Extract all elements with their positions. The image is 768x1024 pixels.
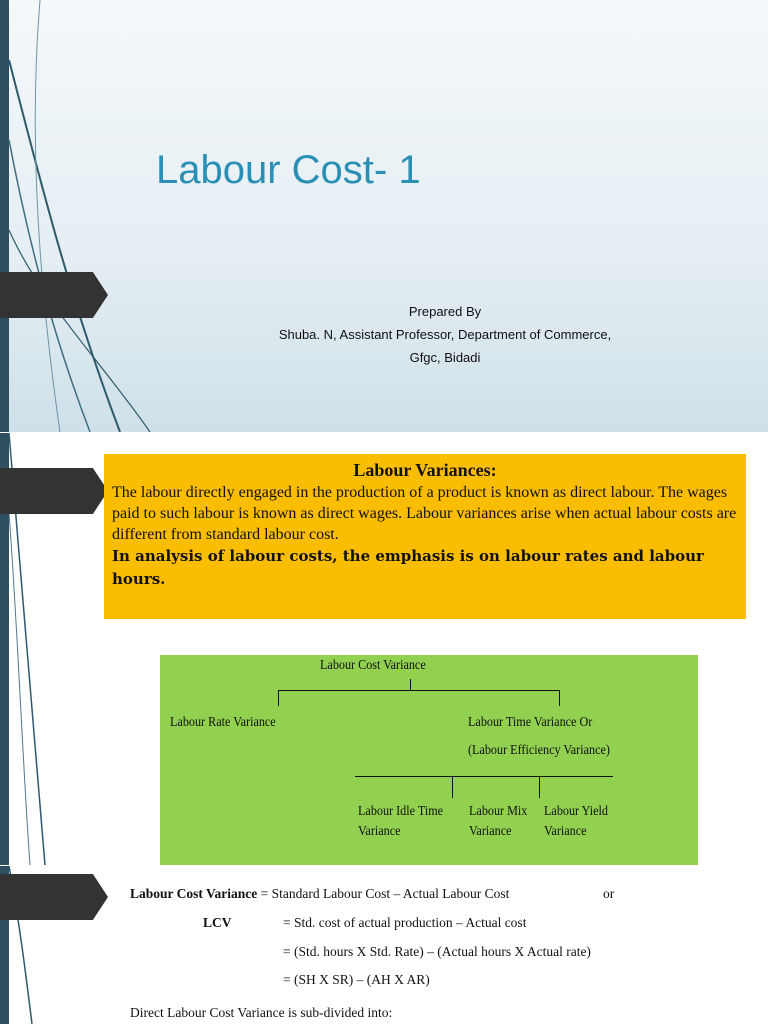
definition-heading: Labour Variances: (353, 460, 497, 480)
slide-title: Labour Cost- 1 (156, 148, 421, 192)
idle-time-node-line1: Labour Idle Time (358, 803, 444, 818)
rate-variance-node: Labour Rate Variance (170, 714, 276, 729)
formula-3: = (Std. hours X Std. Rate) – (Actual hours X Actual rate) (283, 944, 591, 959)
idle-time-node-line2: Variance (358, 823, 401, 838)
decorative-curves (0, 0, 160, 432)
arrow-shape (0, 468, 108, 514)
emphasis-end: . (160, 570, 166, 588)
definition-box (104, 454, 746, 619)
connector-line (355, 776, 613, 777)
labour-variances-slide (0, 433, 768, 865)
time-variance-node: Labour Time Variance Or (468, 714, 593, 729)
connector-line (539, 776, 540, 798)
formula-4: = (SH X SR) – (AH X AR) (283, 972, 430, 987)
formula-2: = Std. cost of actual production – Actual cost (283, 915, 527, 930)
lcv-label: Labour Cost Variance (130, 886, 258, 901)
arrow-shape (0, 272, 108, 318)
subdivision-text: Direct Labour Cost Variance is sub-divided into: (130, 1005, 393, 1020)
formula-line-1 (130, 886, 509, 902)
prepared-by-label: Prepared By (408, 304, 482, 319)
connector-line (559, 690, 560, 706)
connector-line (278, 690, 279, 706)
or-text: or (603, 886, 615, 901)
root-node: Labour Cost Variance (320, 657, 426, 672)
lcv-abbr-text: LCV (203, 915, 232, 930)
connector-line (452, 776, 453, 798)
author-line: Shuba. N, Assistant Professor, Department of Commerce, (278, 327, 612, 342)
connector-line (278, 690, 560, 691)
lcv-abbr (203, 915, 232, 931)
mix-node-line1: Labour Mix (469, 803, 528, 818)
yield-node-line1: Labour Yield (544, 803, 608, 818)
institution-line: Gfgc, Bidadi (409, 350, 481, 365)
arrow-shape (0, 874, 108, 920)
variance-tree-chart (160, 655, 698, 865)
connector-line (410, 679, 411, 690)
title-slide (0, 0, 768, 432)
formula-slide (0, 866, 768, 1024)
emphasis-text (112, 545, 738, 591)
emphasis-bold: In analysis of labour costs, the emphasis is on labour rates and labour hours (112, 547, 704, 588)
efficiency-variance-node: (Labour Efficiency Variance) (468, 742, 610, 757)
yield-node-line2: Variance (544, 823, 587, 838)
formula-1: = Standard Labour Cost – Actual Labour Cost (260, 886, 510, 901)
definition-text: The labour directly engaged in the production of a product is known as direct labour. The wages paid to such labour is known as direct wages. Labour variances arise when actual labour costs are different from standard labour cost. (112, 484, 737, 543)
mix-node-line2: Variance (469, 823, 512, 838)
